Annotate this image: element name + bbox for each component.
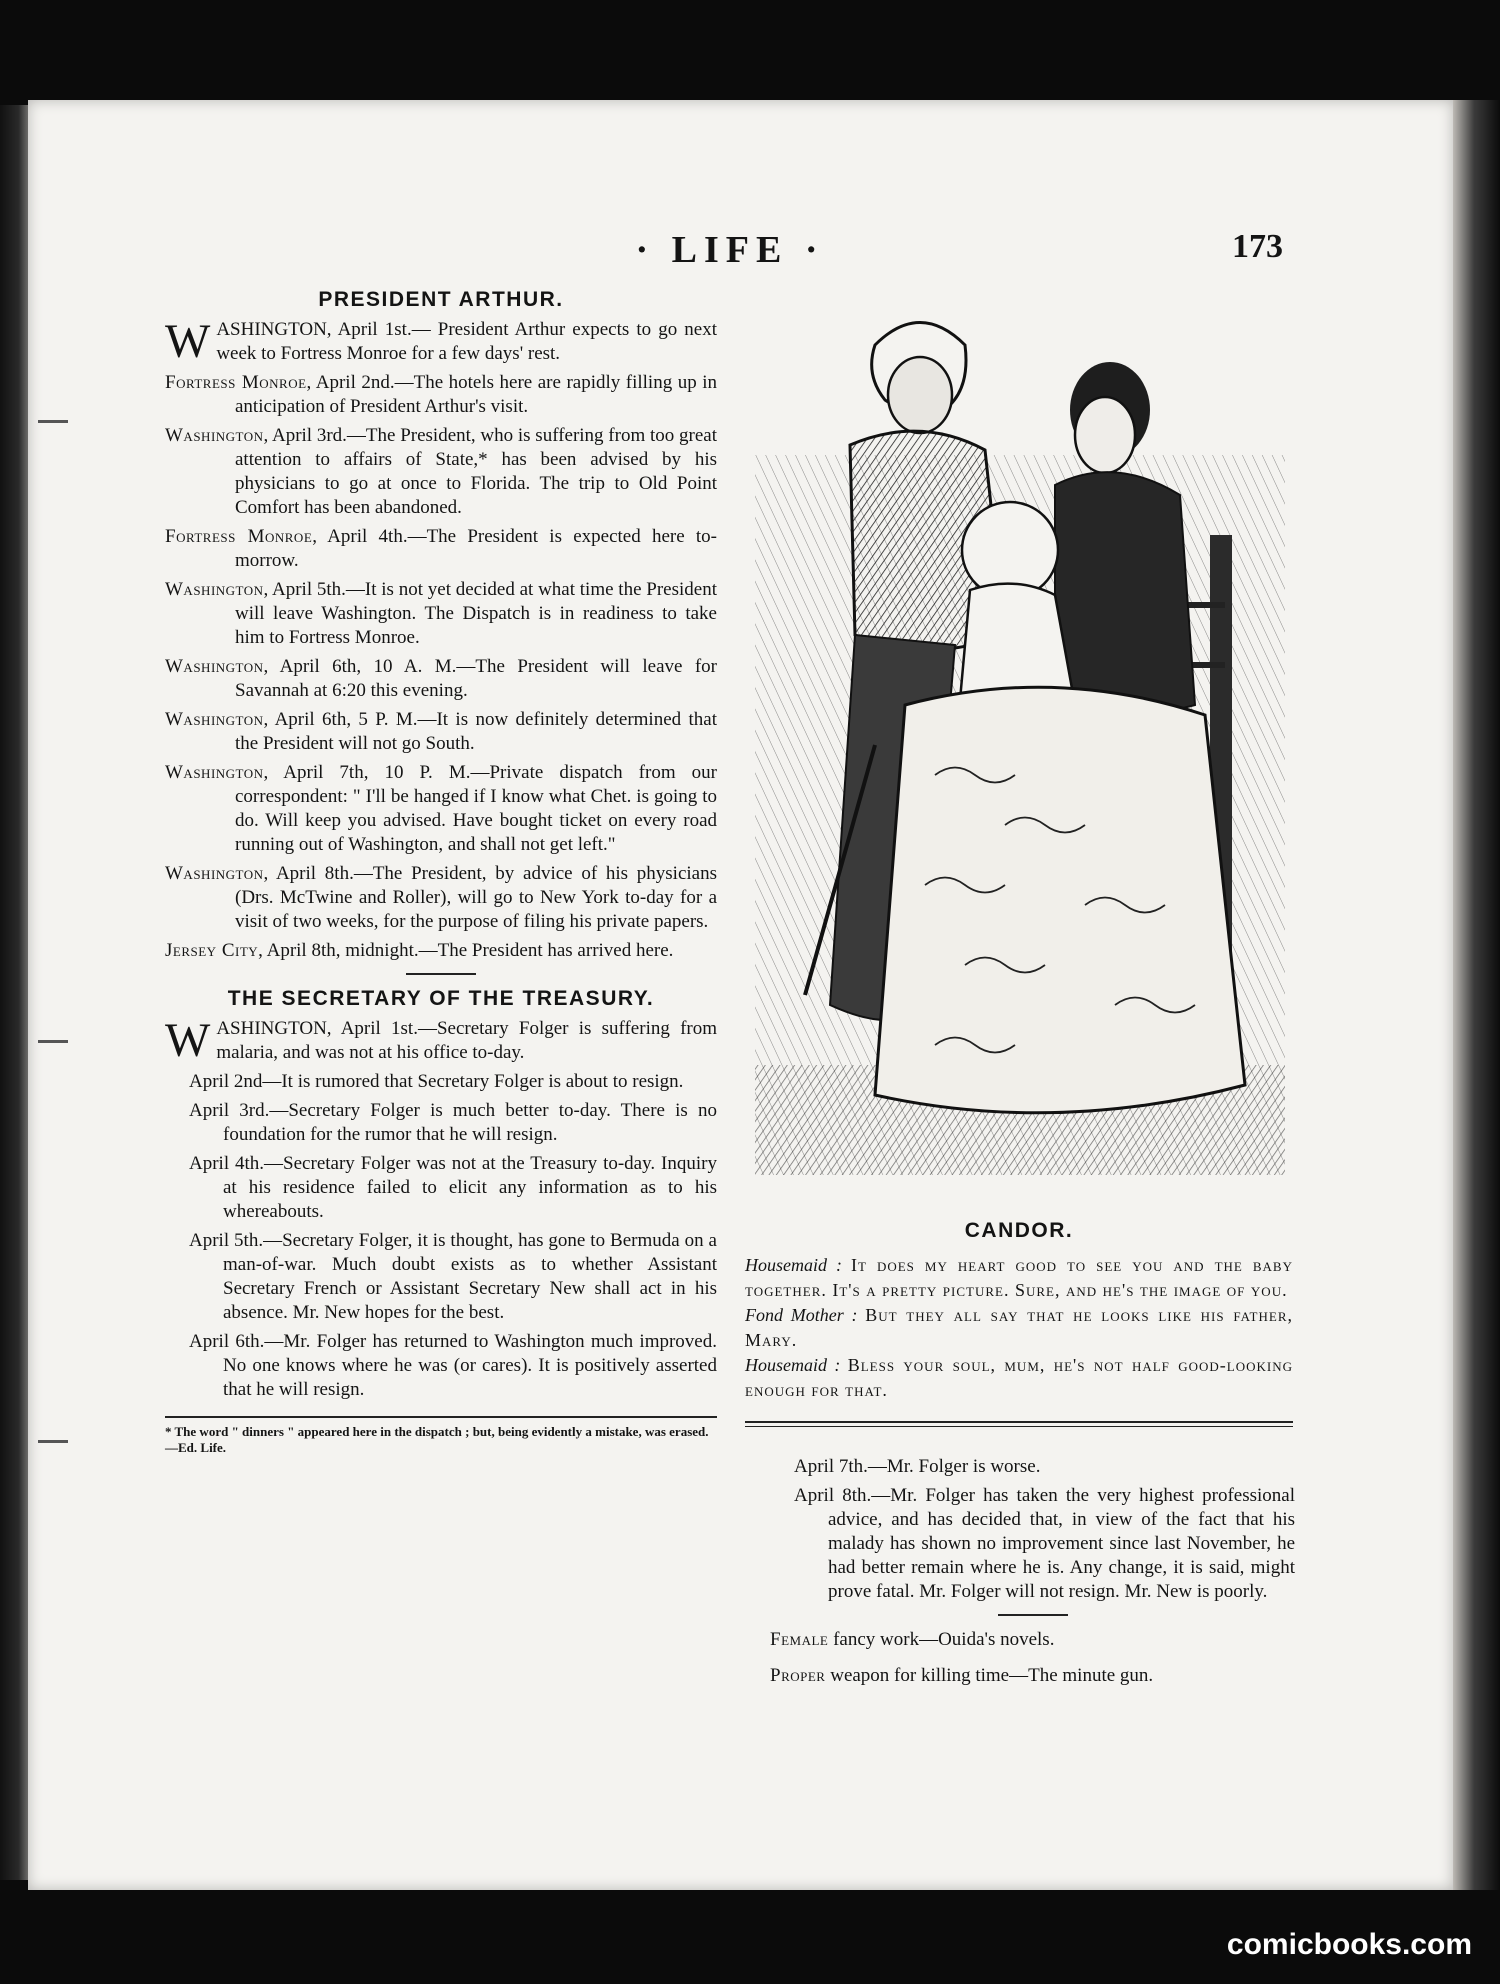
binding-stitch — [38, 1440, 68, 1443]
dispatch-entry — [165, 655, 717, 703]
treasury-entry: April 2nd—It is rumored that Secretary Folger is about to resign. — [189, 1071, 684, 1092]
footnote-rule — [165, 1416, 717, 1418]
headline-president-arthur: PRESIDENT ARTHUR. — [318, 288, 564, 311]
dispatch-place: Fortress Monroe — [165, 526, 313, 547]
speaker: Housemaid : — [745, 1355, 841, 1375]
caption-dialogue — [745, 1253, 1293, 1403]
dispatch-entry — [165, 424, 717, 520]
dialogue-line — [745, 1303, 1293, 1353]
page-number: 173 — [1232, 228, 1283, 265]
page-edge — [1453, 100, 1500, 1890]
right-column — [770, 1455, 1295, 1694]
dispatch-entry — [165, 761, 717, 857]
left-column — [165, 288, 717, 1456]
filler-item — [770, 1628, 1295, 1652]
speaker: Fond Mother : — [745, 1305, 858, 1325]
filler-text: weapon for killing time—The minute gun. — [825, 1665, 1154, 1686]
treasury-entry: April 6th.—Mr. Folger has returned to Washington much improved. No one knows where he was (or cares). It is positively asserted that he will resign. — [189, 1331, 717, 1400]
lead-text: ASHINGTON, April 1st.—Secretary Folger is suffering from malaria, and was not at his office to-day. — [216, 1018, 717, 1063]
masthead: · LIFE · — [635, 229, 825, 271]
headline-treasury: THE SECRETARY OF THE TREASURY. — [227, 987, 655, 1010]
dispatch-text: , April 5th.—It is not yet decided at what time the President will leave Washington. The Dispatch is in readiness to take him to Fortress Monroe. — [235, 579, 717, 648]
filler-lead: Proper — [770, 1665, 826, 1686]
dispatch-place: Washington — [165, 656, 264, 677]
caption-title: CANDOR. — [964, 1219, 1074, 1242]
footnote: * The word " dinners " appeared here in the dispatch ; but, being evidently a mistake, was erased.—Ed. Life. — [165, 1424, 709, 1455]
candor-illustration — [755, 305, 1285, 1175]
dispatch-entry — [165, 939, 717, 963]
dispatch-place: Washington — [165, 762, 264, 783]
dispatch-place: Washington — [165, 579, 264, 600]
treasury-entry: April 4th.—Secretary Folger was not at the Treasury to-day. Inquiry at his residence failed to elicit any information as to his whereabouts. — [189, 1153, 717, 1222]
dispatch-place: Washington — [165, 863, 264, 884]
dispatch-entry — [165, 578, 717, 650]
dispatch-text: , April 6th, 5 P. M.—It is now definitely determined that the President will not go South. — [235, 709, 717, 754]
dialogue-text: Bless your soul, mum, he's not half good-looking enough for that. — [745, 1355, 1293, 1400]
dialogue-line — [745, 1253, 1293, 1303]
treasury-entry: April 8th.—Mr. Folger has taken the very highest professional advice, and has decided that, in view of the fact that his malady has shown no improvement since last November, he had better remain where he is. Any change, it is said, might prove fatal. Mr. Folger will not resign. Mr. New is poorly. — [794, 1485, 1295, 1602]
dispatch-entry — [165, 525, 717, 573]
filler-lead: Female — [770, 1629, 829, 1650]
treasury-entry: April 7th.—Mr. Folger is worse. — [794, 1456, 1041, 1477]
dispatch-place: Jersey City — [165, 940, 259, 961]
filler-item — [770, 1664, 1295, 1688]
dispatch-text: , April 8th, midnight.—The President has arrived here. — [258, 940, 674, 961]
dispatch-text: , April 2nd.—The hotels here are rapidly filling up in anticipation of President Arthur's visit. — [235, 372, 717, 417]
lead-paragraph — [165, 1014, 717, 1067]
section-divider — [998, 1614, 1068, 1616]
binding-stitch — [38, 1040, 68, 1043]
dispatch-text: , April 8th.—The President, by advice of his physicians (Drs. McTwine and Roller), will go to New York to-day for a visit of two weeks, for the purpose of filing his private papers. — [235, 863, 717, 932]
dialogue-text: It does my heart good to see you and the baby together. It's a pretty picture. Sure, and he's the image of you. — [745, 1255, 1293, 1300]
dispatch-text: , April 7th, 10 P. M.—Private dispatch from our correspondent: " I'll be hanged if I know what Chet. is going to do. Will keep you advised. Have bought ticket on every road running out of Washington, and shall not get left." — [235, 762, 717, 855]
dialogue-text: But they all say that he looks like his father, Mary. — [745, 1305, 1293, 1350]
dispatch-text: , April 3rd.—The President, who is suffering from too great attention to affairs of State,* has been advised by his physicians to go at once to Florida. The trip to Old Point Comfort has been abandoned. — [235, 425, 717, 518]
dropcap: W — [165, 1014, 211, 1067]
treasury-continued — [770, 1455, 1295, 1604]
fillers — [770, 1628, 1295, 1688]
dispatch-entry — [165, 862, 717, 934]
dispatch-place: Fortress Monroe — [165, 372, 307, 393]
dispatch-entry — [165, 371, 717, 419]
section-divider — [406, 973, 476, 975]
dispatch-text: , April 4th.—The President is expected here to-morrow. — [235, 526, 717, 571]
double-rule — [745, 1421, 1293, 1427]
watermark: comicbooks.com — [1226, 1928, 1472, 1961]
treasury-entry: April 3rd.—Secretary Folger is much better to-day. There is no foundation for the rumor that he will resign. — [189, 1100, 717, 1145]
dispatch-list — [165, 371, 717, 963]
treasury-entry: April 5th.—Secretary Folger, it is thought, has gone to Bermuda on a man-of-war. Much doubt exists as to whether Assistant Secretary French or Assistant Secretary New shall act in his absence. Mr. New hopes for the best. — [189, 1230, 717, 1323]
lead-text: ASHINGTON, April 1st.— President Arthur expects to go next week to Fortress Monroe for a few days' rest. — [216, 319, 717, 364]
candor-caption — [745, 1218, 1293, 1439]
dispatch-entry — [165, 708, 717, 756]
dialogue-line — [745, 1353, 1293, 1403]
lead-paragraph — [165, 315, 717, 368]
binding-stitch — [38, 420, 68, 423]
filler-text: fancy work—Ouida's novels. — [828, 1629, 1055, 1650]
dispatch-place: Washington — [165, 425, 264, 446]
dropcap: W — [165, 315, 211, 368]
speaker: Housemaid : — [745, 1255, 842, 1275]
treasury-entries — [165, 1070, 717, 1402]
dispatch-text: , April 6th, 10 A. M.—The President will leave for Savannah at 6:20 this evening. — [235, 656, 717, 701]
dispatch-place: Washington — [165, 709, 264, 730]
